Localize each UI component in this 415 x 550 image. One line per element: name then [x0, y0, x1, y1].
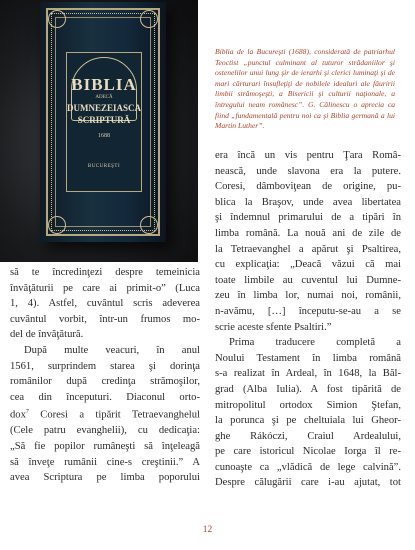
cover-year: 1688 [98, 133, 110, 139]
text-line: învăţăturii pe care ai primit-o” (Luca [10, 282, 200, 294]
text-line: nească, unde slavona era la putere. [215, 165, 401, 177]
text-line: să înveţe rumânii cine-s creştinii.” A [10, 456, 200, 468]
text-line: scrie aceste sfente Psaltiri.” [215, 321, 332, 333]
text-line: n-avămu, […] începutu-se-au a se [215, 305, 401, 317]
footnote-mark: 7 [25, 409, 29, 416]
photo-caption: Biblia de la Bucureşti (1688), considerată de patriarhul Teoctist „punctul culminant al tuturor strădaniilor şi ostenelilor unui lung şir de ierarhi şi clerici luminaţi şi de mari cărturari însufleţiţi de nobilele idealuri ale făuririi limbii strămoşeşti, a Bisericii şi culturii naţionale, a întregului neam românesc”. G. Călinescu o aprecia ca fiind „fundamentală pentru noi ca şi Biblia germană a lui Martin Luther”. [215, 47, 395, 131]
corner-ornament-icon [48, 10, 66, 28]
right-column [215, 148, 401, 491]
text-line: del de învăţătură. [10, 329, 84, 341]
text-line: şi îndemnul primarului de a tipări în [215, 212, 401, 224]
text-line: cu explicaţia: „Deacă văzui că mai [215, 259, 401, 271]
text-line: zeu în limba lor, numai noi, românii, [215, 290, 401, 302]
footnote-word: dox [10, 409, 26, 421]
text-line: pe care istoricul Nicolae Iorga îl re- [215, 446, 401, 458]
text-line: 1561, surprindem starea şi dorinţa [10, 360, 200, 372]
text-line: Coresi, dâmboviţean de origine, pu- [215, 181, 401, 193]
text-fragment: Coresi a tipărit Tetraevanghelul [40, 409, 200, 421]
text-line: „Să fie popilor rumâneşti să înţeleagă [10, 441, 200, 453]
text-line: Prima traducere completă a [229, 337, 401, 349]
bible-book-cover [40, 2, 166, 242]
text-line: mitropolitul ortodox Simion Ştefan, [215, 399, 401, 411]
text-line [10, 405, 200, 423]
cover-city: BUCUREŞTI [87, 164, 121, 169]
text-line: După multe veacuri, în anul [24, 344, 200, 356]
corner-ornament-icon [48, 216, 66, 234]
page-number: 12 [202, 525, 213, 535]
text-line: la Tetraevanghel a apărut şi Psaltirea, [215, 243, 401, 255]
text-line: toate limbile au cuventul lui Dumne- [215, 274, 401, 286]
cover-subtitle-small: ADECĂ [95, 95, 113, 100]
text-line: era încă un vis pentru Ţara Româ- [215, 150, 401, 161]
text-line: s-a realizat în Ardeal, în 1648, la Băl- [215, 368, 401, 380]
bible-photo [0, 0, 198, 262]
cover-title: BIBLIA [71, 75, 137, 94]
text-line: Noului Testament în limba română [215, 352, 401, 364]
text-line: 1, 4). Astfel, cuvântul scris adeverea [10, 298, 200, 310]
text-line: cuvântul vorbit, într-un frumos mo- [10, 313, 200, 325]
text-line: cunoaşte ca „vlădică de lege calvină”. [215, 461, 401, 473]
cover-title-panel [66, 52, 142, 192]
left-column [10, 265, 200, 486]
text-line: cea din începuturi. Diaconul orto- [10, 391, 200, 403]
text-line: grad (Alba Iulia). A fost tipărită de [215, 383, 401, 395]
text-line: avea Scriptura pe limba poporului [10, 472, 200, 484]
text-line: românilor după credinţa strămoşilor, [10, 376, 200, 388]
text-line: (Cele patru evanghelii), cu dedicaţia: [10, 425, 200, 437]
cover-subtitle-line1: DUMNEZEIASCA [67, 103, 142, 113]
text-line: să te încredinţezi despre temeinicia [10, 267, 200, 278]
text-line: limba română. La nouă ani de zile de [215, 227, 401, 239]
text-line: blica la Braşov, unde avea libertatea [215, 196, 401, 208]
corner-ornament-icon [140, 10, 158, 28]
text-line: la porunca şi pe cheltuiala lui Gheor- [215, 415, 401, 427]
cover-subtitle-line2: SCRIPTURĂ [77, 115, 131, 125]
text-line: Despre călugării care i-au ajutat, tot [215, 477, 401, 489]
corner-ornament-icon [140, 216, 158, 234]
text-line: ghe Rákóczi, Craiul Ardealului, [215, 430, 401, 442]
